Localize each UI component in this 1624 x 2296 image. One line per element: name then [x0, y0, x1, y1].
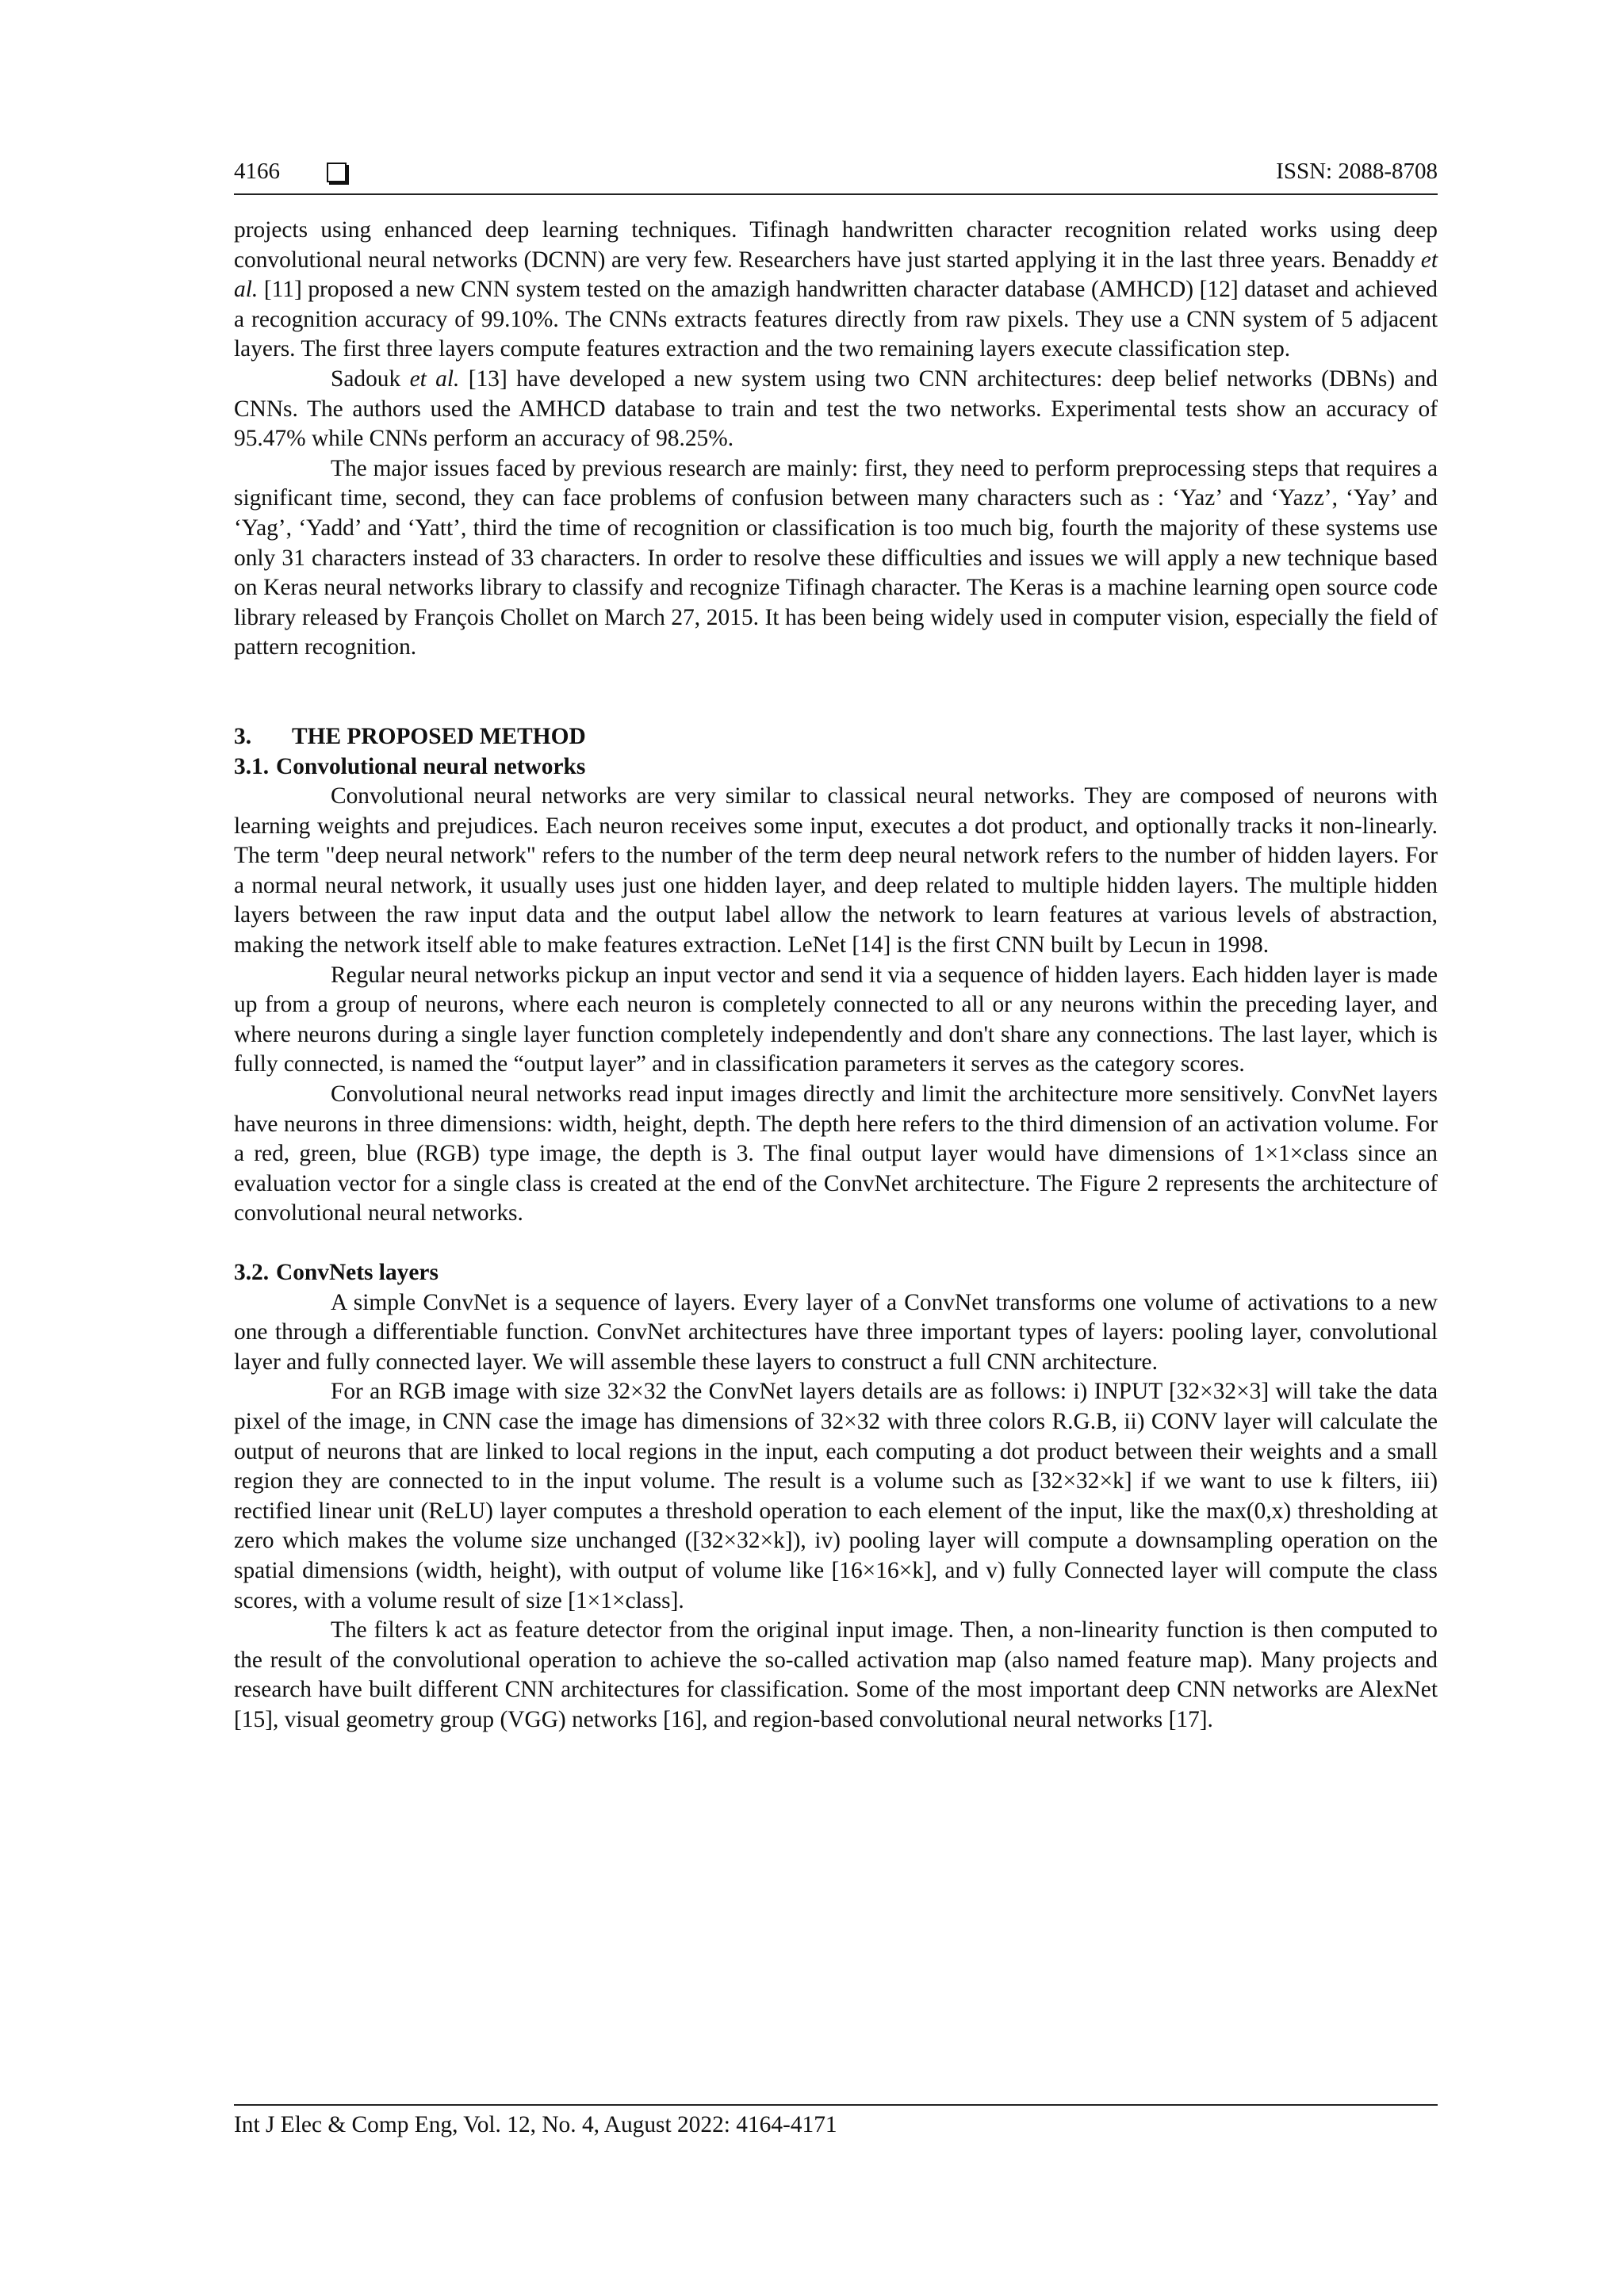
page-number: 4166 — [234, 159, 280, 184]
paragraph-3-2-c: The filters k act as feature detector from the original input image. Then, a non-linearity function is then computed to the result of the convolutional operation to achieve the so-called activation map (also named feature map). Many projects and research have built different CNN architectures for classification. Some of the most important deep CNN networks are AlexNet [15], visual geometry group (VGG) networks [16], and region-based convolutional neural networks [17]. — [234, 1617, 1438, 1732]
paragraph-3-1-a: Convolutional neural networks are very similar to classical neural networks. They are composed of neurons with learning weights and prejudices. Each neuron receives some input, executes a dot product, and optionally tracks it non-linearly. The term "deep neural network" refers to the number of the term deep neural network refers to the number of hidden layers. For a normal neural network, it usually uses just one hidden layer, and deep related to multiple hidden layers. The multiple hidden layers between the raw input data and the output label allow the network to learn features at various levels of abstraction, making the network itself able to make features extraction. LeNet [14] is the first CNN built by Lecun in 1998. — [234, 783, 1438, 959]
issn-label: ISSN: 2088-8708 — [1276, 159, 1438, 184]
paragraph-3-2-b: For an RGB image with size 32×32 the ConvNet layers details are as follows: i) INPUT [32×32×3] will take the data pixel of the image, in CNN case the image has dimensions of 32×32 with three colors R.G.B, ii) CONV layer will calculate the output of neurons that are linked to local regions in the input, each computing a dot product between their weights and a small region they are connected to in the input volume. The result is a volume such as [32×32×k] if we want to use k filters, iii) rectified linear unit (ReLU) layer computes a threshold operation to each element of the input, like the max(0,x) thresholding at zero which makes the volume size unchanged ([32×32×k]), iv) pooling layer will compute a downsampling operation on the spatial dimensions (width, height), with output of volume like [16×16×k], and v) fully Connected layer will compute the class scores, with a volume result of size [1×1×class]. — [234, 1379, 1438, 1613]
footer-citation: Int J Elec & Comp Eng, Vol. 12, No. 4, August 2022: 4164-4171 — [234, 2112, 837, 2137]
paragraph-3-1-b: Regular neural networks pickup an input vector and send it via a sequence of hidden layers. Each hidden layer is made up from a group of neurons, where each neuron is completely connected to all or any neurons within the preceding layer, and where neurons during a single layer function completely independently and don't share any connections. The last layer, which is fully connected, is named the “output layer” and in classification parameters it serves as the category scores. — [234, 962, 1438, 1077]
subsection-heading-3-1: 3.1. Convolutional neural networks — [234, 753, 586, 779]
footer-rule — [234, 2104, 1438, 2106]
intro-paragraph-1: projects using enhanced deep learning techniques. Tifinagh handwritten character recognition related works using deep convolutional neural networks (DCNN) are very few. Researchers have just started applying it in the last three years. Benaddy et al. [11] proposed a new CNN system tested on the amazigh handwritten character database (AMHCD) [12] dataset and achieved a recognition accuracy of 99.10%. The CNNs extracts features directly from raw pixels. They use a CNN system of 5 adjacent layers. The first three layers compute features extraction and the two remaining layers execute classification step. — [234, 217, 1438, 362]
square-bullet-icon — [327, 163, 347, 182]
paragraph-3-2-a: A simple ConvNet is a sequence of layers. Every layer of a ConvNet transforms one volume of activations to a new one through a differentiable function. ConvNet architectures have three important types of layers: pooling layer, convolutional layer and fully connected layer. We will assemble these layers to construct a full CNN architecture. — [234, 1289, 1438, 1375]
running-header — [234, 159, 1438, 195]
body-text — [234, 216, 1438, 1735]
section-heading: 3. THE PROPOSED METHOD — [234, 723, 586, 749]
subsection-heading-3-2: 3.2. ConvNets layers — [234, 1260, 439, 1285]
intro-paragraph-2: Sadouk et al. [13] have developed a new system using two CNN architectures: deep belief networks (DBNs) and CNNs. The authors used the AMHCD database to train and test the two networks. Experimental tests show an accuracy of 95.47% while CNNs perform an accuracy of 98.25%. — [234, 365, 1438, 452]
paragraph-3-1-c: Convolutional neural networks read input images directly and limit the architecture more sensitively. ConvNet layers have neurons in three dimensions: width, height, depth. The depth here refers to the third dimension of an activation volume. For a red, green, blue (RGB) type image, the depth is 3. The final output layer would have dimensions of 1×1×class since an evaluation vector for a single class is created at the end of the ConvNet architecture. The Figure 2 represents the architecture of convolutional neural networks. — [234, 1081, 1438, 1226]
intro-paragraph-3: The major issues faced by previous research are mainly: first, they need to perform preprocessing steps that requires a significant time, second, they can face problems of confusion between many characters such as : ‘Yaz’ and ‘Yazz’, ‘Yay’ and ‘Yag’, ‘Yadd’ and ‘Yatt’, third the time of recognition or classification is too much big, fourth the majority of these systems use only 31 characters instead of 33 characters. In order to resolve these difficulties and issues we will apply a new technique based on Keras neural networks library to classify and recognize Tifinagh character. The Keras is a machine learning open source code library released by François Chollet on March 27, 2015. It has been being widely used in computer vision, especially the field of pattern recognition. — [234, 455, 1438, 660]
